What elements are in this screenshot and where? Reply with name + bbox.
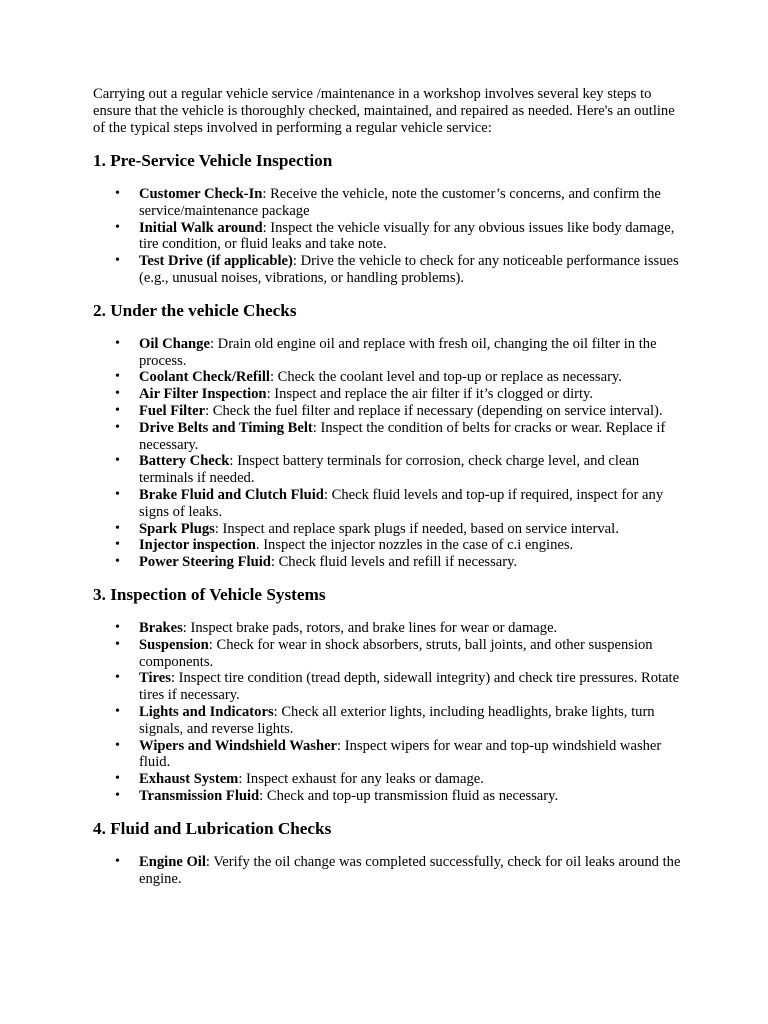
item-text: : Inspect wipers for wear and top-up windshield washer fluid.	[139, 737, 662, 771]
item-text: : Check fluid levels and top-up if required, inspect for any signs of leaks.	[139, 486, 664, 520]
item-text: : Drain old engine oil and replace with fresh oil, changing the oil filter in the process.	[139, 335, 657, 369]
item-term: Transmission Fluid	[139, 787, 260, 804]
bullet-icon: •	[115, 402, 120, 418]
bullet-icon: •	[115, 537, 120, 553]
section-title-fluid-lubrication: 4. Fluid and Lubrication Checks	[93, 818, 332, 838]
item-text: : Inspect the condition of belts for cracks or wear. Replace if necessary.	[139, 419, 666, 453]
bullet-icon: •	[115, 419, 120, 435]
list-item	[115, 253, 683, 287]
bullet-icon: •	[115, 787, 120, 803]
item-text: : Check all exterior lights, including headlights, brake lights, turn signals, and reverse lights.	[139, 703, 655, 737]
bullet-icon: •	[115, 386, 120, 402]
item-term: Tires	[139, 670, 171, 687]
list-item	[115, 520, 683, 538]
bullet-icon: •	[115, 670, 120, 686]
item-text: : Inspect tire condition (tread depth, sidewall integrity) and check tire pressures. Rotate tires if necessary.	[139, 670, 680, 704]
list-item	[115, 554, 683, 571]
section-title-vehicle-systems: 3. Inspection of Vehicle Systems	[93, 584, 326, 604]
list-item	[115, 670, 683, 704]
item-term: Customer Check-In	[139, 186, 263, 202]
item-text: . Inspect the injector nozzles in the case of c.i engines.	[255, 537, 574, 554]
item-term: Brakes	[139, 619, 183, 636]
item-term: Brake Fluid and Clutch Fluid	[139, 486, 324, 503]
intro-paragraph: Carrying out a regular vehicle service /maintenance in a workshop involves several key steps to ensure that the vehicle is thoroughly checked, maintained, and repaired as needed. Here's an outline of the typical steps involved in performing a regular vehicle service:	[93, 86, 675, 136]
item-text: : Check for wear in shock absorbers, struts, ball joints, and other suspension components.	[139, 636, 653, 670]
item-text: : Check and top-up transmission fluid as necessary.	[259, 787, 559, 804]
item-text: : Inspect the vehicle visually for any obvious issues like body damage, tire condition, or fluid leaks and take note.	[139, 219, 675, 253]
item-text: : Inspect and replace the air filter if it’s clogged or dirty.	[266, 386, 594, 403]
item-text: : Receive the vehicle, note the customer’s concerns, and confirm the service/maintenance package	[139, 186, 661, 219]
item-term: Power Steering Fluid	[139, 554, 271, 571]
bullet-icon: •	[115, 520, 120, 536]
item-term: Wipers and Windshield Washer	[139, 737, 338, 754]
list-item	[115, 737, 683, 772]
item-term: Air Filter Inspection	[139, 386, 267, 403]
list-item	[115, 419, 683, 454]
item-term: Drive Belts and Timing Belt	[139, 419, 313, 436]
item-term: Fuel Filter	[139, 402, 206, 419]
list-item	[115, 453, 683, 487]
document-page	[93, 86, 683, 887]
item-text: : Inspect exhaust for any leaks or damage.	[238, 771, 484, 788]
list-item	[115, 787, 683, 805]
item-text: : Drive the vehicle to check for any noticeable performance issues (e.g., unusual noises, vibrations, or handling problems).	[139, 253, 679, 286]
item-term: Spark Plugs	[139, 520, 215, 537]
bullet-icon: •	[115, 771, 120, 787]
list-item	[115, 402, 683, 420]
item-term: Injector inspection	[139, 537, 256, 554]
list-item	[115, 186, 683, 220]
item-term: Battery Check	[139, 453, 230, 470]
item-term: Suspension	[139, 636, 209, 653]
vehicle-systems-list	[93, 620, 683, 805]
bullet-icon: •	[115, 253, 120, 269]
bullet-icon: •	[115, 636, 120, 652]
list-item	[115, 636, 683, 671]
item-term: Exhaust System	[139, 771, 239, 788]
list-item	[115, 619, 683, 637]
item-text: : Inspect brake pads, rotors, and brake lines for wear or damage.	[182, 619, 558, 636]
bullet-icon: •	[115, 453, 120, 469]
item-term: Test Drive (if applicable)	[139, 253, 293, 270]
item-term: Coolant Check/Refill	[139, 369, 270, 386]
item-term: Initial Walk around	[139, 219, 263, 236]
item-term: Oil Change	[139, 335, 210, 352]
list-item	[115, 537, 683, 554]
fluid-lubrication-list	[93, 854, 683, 888]
pre-service-list	[93, 186, 683, 287]
list-item	[115, 703, 683, 738]
list-item	[115, 486, 683, 521]
section-title-under-vehicle: 2. Under the vehicle Checks	[93, 300, 297, 320]
item-text: : Inspect battery terminals for corrosion, check charge level, and clean terminals if needed.	[139, 453, 640, 487]
bullet-icon: •	[115, 619, 120, 635]
item-term: Engine Oil	[139, 853, 206, 870]
bullet-icon: •	[115, 853, 120, 869]
item-text: : Check the fuel filter and replace if necessary (depending on service interval).	[205, 402, 663, 419]
list-item	[115, 335, 683, 370]
list-item	[115, 386, 683, 403]
list-item	[115, 853, 683, 888]
bullet-icon: •	[115, 703, 120, 719]
item-text: : Check fluid levels and refill if necessary.	[270, 554, 518, 571]
bullet-icon: •	[115, 186, 120, 201]
list-item	[115, 771, 683, 788]
item-text: : Verify the oil change was completed successfully, check for oil leaks around the engine.	[139, 853, 681, 887]
item-text: : Inspect and replace spark plugs if needed, based on service interval.	[214, 520, 619, 537]
bullet-icon: •	[115, 486, 120, 502]
bullet-icon: •	[115, 369, 120, 385]
bullet-icon: •	[115, 554, 120, 570]
item-text: : Check the coolant level and top-up or replace as necessary.	[269, 369, 622, 386]
section-title-pre-service: 1. Pre-Service Vehicle Inspection	[93, 151, 333, 170]
bullet-icon: •	[115, 219, 120, 235]
list-item	[115, 219, 683, 254]
list-item	[115, 369, 683, 386]
under-vehicle-list	[93, 336, 683, 571]
item-term: Lights and Indicators	[139, 703, 274, 720]
bullet-icon: •	[115, 335, 120, 351]
bullet-icon: •	[115, 737, 120, 753]
